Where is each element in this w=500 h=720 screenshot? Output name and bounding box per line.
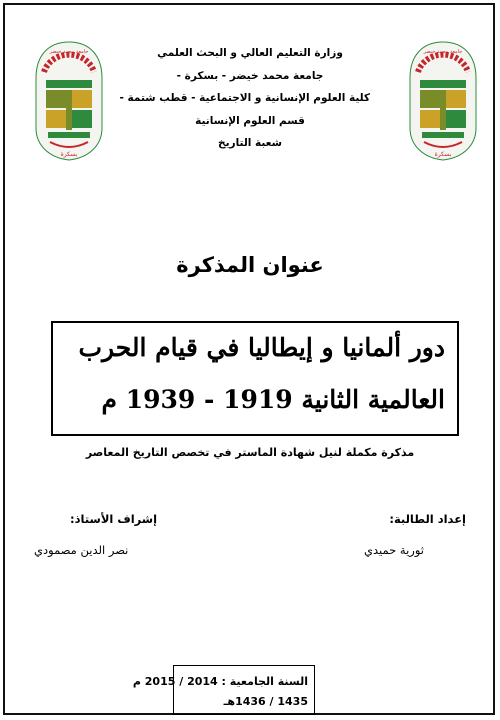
department-line: قسم العلوم الإنسانية (195, 114, 305, 127)
student-name: ثورية حميدي (364, 543, 424, 557)
academic-year-hijri: 1435 / 1436هـ (223, 695, 308, 708)
thesis-subtitle: مذكرة مكملة لنيل شهادة الماستر في تخصص التاريخ المعاصر (85, 446, 415, 459)
title-line-2: العالمية الثانية 1919 - 1939 م (101, 385, 445, 414)
academic-year-box (132, 665, 315, 715)
supervisor-name: نصر الدين مصمودي (34, 543, 129, 557)
logo-bottom-text-right: بسكرة (434, 151, 452, 158)
branch-line: شعبة التاريخ (218, 137, 282, 149)
title-box (51, 321, 459, 436)
logo-emblem-right (410, 42, 476, 160)
ministry-line: وزارة التعليم العالي و البحث العلمي (157, 47, 343, 59)
logo-arc-text-right: جامعة محمد خيضر (423, 49, 463, 55)
supervision-label: إشراف الأستاذ: (70, 512, 158, 526)
thesis-heading: عنوان المذكرة (176, 253, 324, 277)
faculty-line: كلية العلوم الإنسانية و الاجتماعية - قطب شتمة - (119, 92, 370, 104)
prepared-by-label: إعداد الطالبة: (389, 512, 466, 526)
university-logo-right (404, 38, 482, 164)
institution-header (119, 42, 370, 155)
university-line: جامعة محمد خيضر - بسكرة - (176, 69, 324, 82)
academic-year-gregorian: السنة الجامعية : 2014 / 2015 م (132, 675, 308, 688)
logo-arc-text-left: جامعة محمد خيضر (49, 49, 89, 55)
logo-bottom-text-left: بسكرة (60, 151, 78, 158)
logo-emblem-left (36, 42, 102, 160)
title-line-1: دور ألمانيا و إيطاليا في قيام الحرب (78, 333, 445, 362)
university-logo-left (30, 38, 108, 164)
